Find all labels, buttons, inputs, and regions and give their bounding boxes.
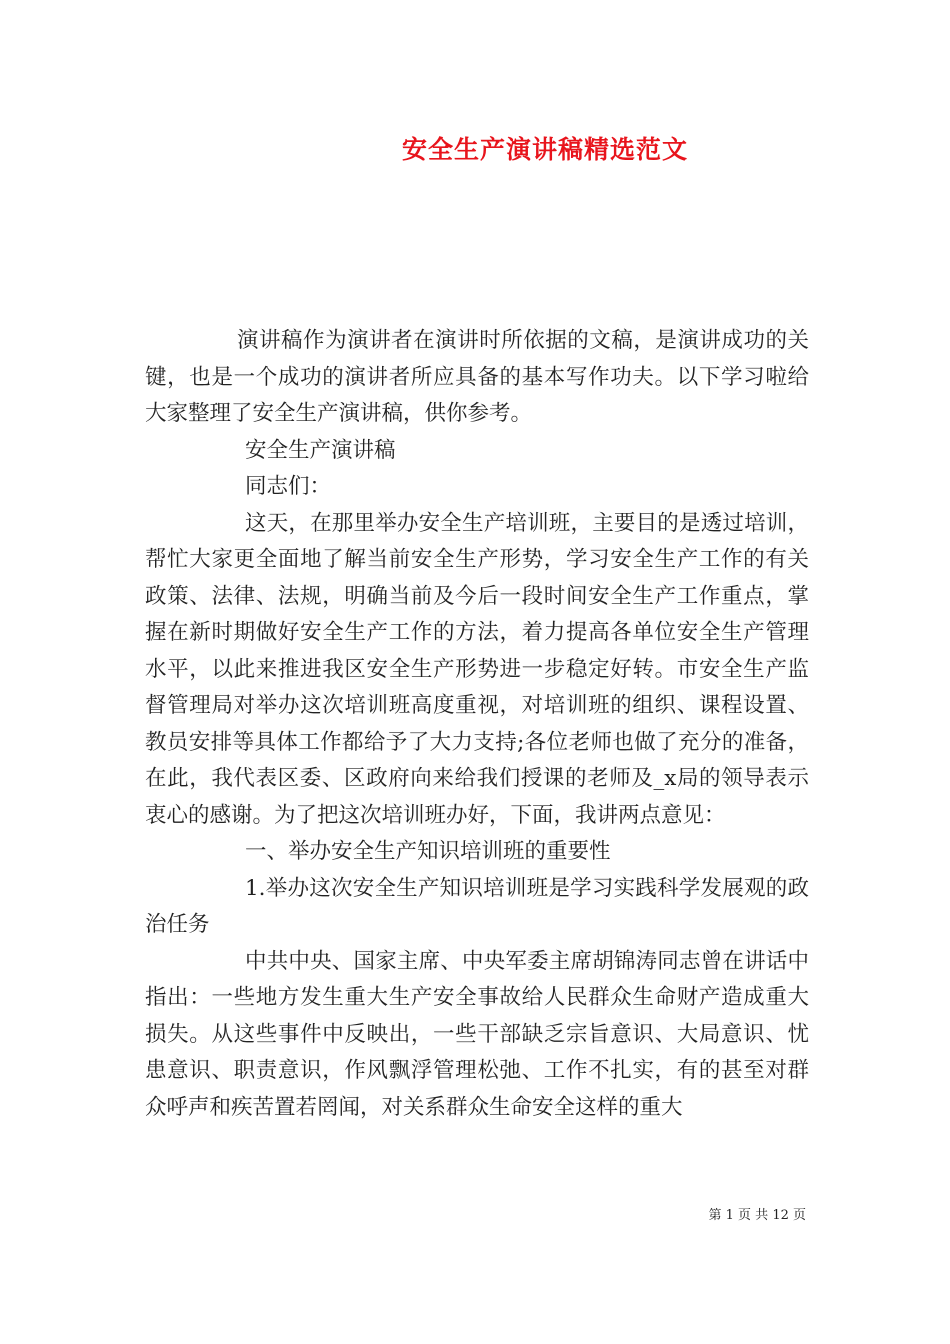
document-body: [145, 323, 809, 1126]
paragraph-heading: 安全生产演讲稿: [245, 437, 396, 463]
page-number: 第 1 页 共 12 页: [708, 1208, 806, 1223]
paragraph-section-heading: 一、举办安全生产知识培训班的重要性: [245, 839, 611, 864]
paragraph-salutation: 同志们：: [245, 474, 332, 499]
document-title: 安全生产演讲稿精选范文: [401, 135, 688, 164]
paragraph-intro: 演讲稿作为演讲者在演讲时所依据的文稿，是演讲成功的关键，也是一个成功的演讲者所应具备的基本写作功夫。以下学习啦给大家整理了安全生产演讲稿，供你参考。: [145, 328, 809, 426]
paragraph-quote: 中共中央、国家主席、中央军委主席胡锦涛同志曾在讲话中指出：一些地方发生重大生产安全事故给人民群众生命财产造成重大损失。从这些事件中反映出，一些干部缺乏宗旨意识、大局意识、忧患意识、职责意识，作风飘浮管理松弛、工作不扎实，有的甚至对群众呼声和疾苦置若罔闻，对关系群众生命安全这样的重大: [145, 948, 809, 1120]
paragraph-main: 这天，在那里举办安全生产培训班，主要目的是透过培训，帮忙大家更全面地了解当前安全生产形势，学习安全生产工作的有关政策、法律、法规，明确当前及今后一段时间安全生产工作重点，掌握在新时期做好安全生产工作的方法，着力提高各单位安全生产管理水平，以此来推进我区安全生产形势进一步稳定好转。市安全生产监督管理局对举办这次培训班高度重视，对培训班的组织、课程设置、教员安排等具体工作都给予了大力支持;各位老师也做了充分的准备，在此，我代表区委、区政府向来给我们授课的老师及_x局的领导表示衷心的感谢。为了把这次培训班办好，下面，我讲两点意见：: [145, 510, 809, 828]
paragraph-subsection-heading: 1.举办这次安全生产知识培训班是学习实践科学发展观的政治任务: [145, 875, 809, 937]
